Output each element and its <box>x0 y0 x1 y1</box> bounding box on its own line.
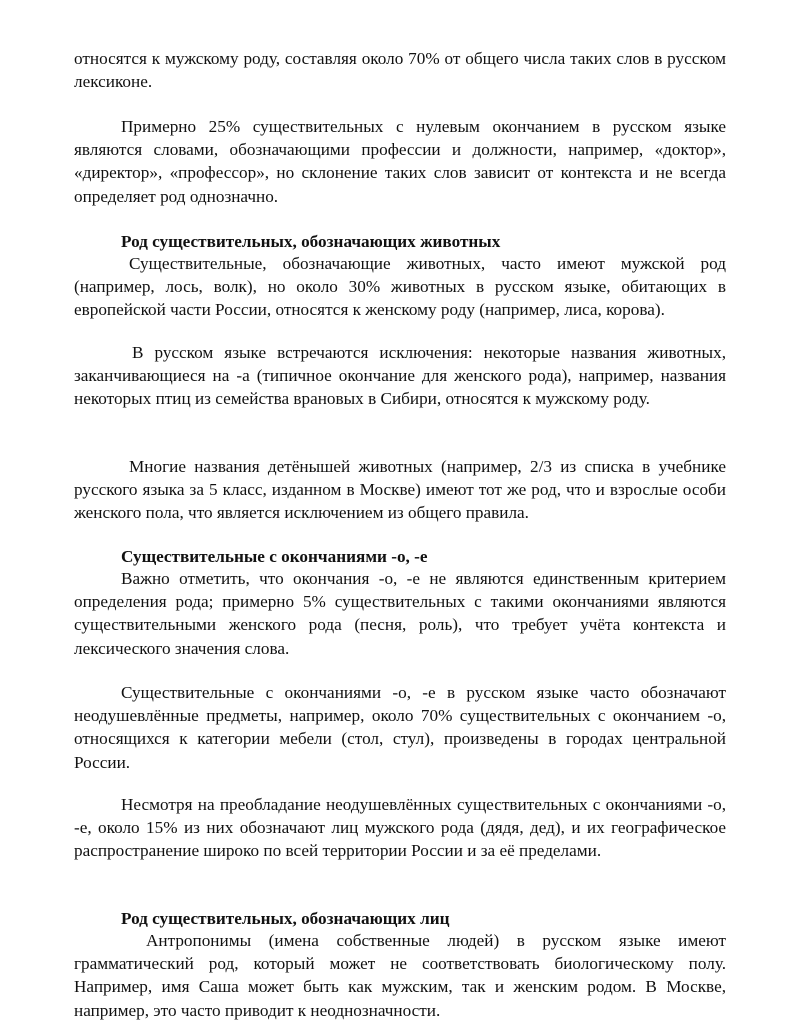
paragraph-text: Существительные, обозначающие животных, часто имеют мужской род (например, лось, волк), но около 30% животных в русском языке, обитающих в европейской части России, относятся к женскому роду (например, лиса, корова). <box>74 254 726 320</box>
paragraph-text: В русском языке встречаются исключения: некоторые названия животных, заканчивающиеся на -а (типичное окончание для женского рода), например, названия некоторых птиц из семейства врановых в Сибири, относятся к мужскому роду. <box>74 343 726 409</box>
paragraph-text: Примерно 25% существительных с нулевым окончанием в русском языке являются словами, обозначающими профессии и должности, например, «доктор», «директор», «профессор», но склонение таких слов зависит от контекста и не всегда определяет род однозначно. <box>74 117 726 206</box>
paragraph-text: Многие названия детёнышей животных (например, 2/3 из списка в учебнике русского языка за 5 класс, изданном в Москве) имеют тот же род, что и взрослые особи женского пола, что является исключением из общего правила. <box>74 457 726 523</box>
paragraph-text: относятся к мужскому роду, составляя около 70% от общего числа таких слов в русском лексиконе. <box>74 49 726 92</box>
paragraph-9 <box>74 929 726 1022</box>
paragraph-text: Важно отметить, что окончания -о, -е не являются единственным критерием определения рода; примерно 5% существительных с такими окончаниями являются существительными женского рода (песня, роль), что требует учёта контекста и лексического значения слова. <box>74 569 726 658</box>
paragraph-text: Существительные с окончаниями -о, -е в русском языке часто обозначают неодушевлённые предметы, например, около 70% существительных с окончанием -о, относящихся к категории мебели (стол, стул), произведены в городах центральной России. <box>74 683 726 772</box>
paragraph-3 <box>74 252 726 322</box>
section-heading-endings: Существительные с окончаниями -о, -е <box>121 547 428 566</box>
paragraph-text: Антропонимы (имена собственные людей) в русском языке имеют грамматический род, который может не соответствовать биологическому полу. Например, имя Саша может быть как мужским, так и женским родом. В Москве, например, это часто приводит к неоднозначности. <box>74 931 726 1020</box>
paragraph-text: Несмотря на преобладание неодушевлённых существительных с окончаниями -о, -е, около 15% из них обозначают лиц мужского рода (дядя, дед), и их географическое распространение широко по всей территории России и за её пределами. <box>74 795 726 861</box>
section-heading-animals: Род существительных, обозначающих животных <box>121 232 501 251</box>
paragraph-7 <box>74 681 726 774</box>
paragraph-4 <box>74 341 726 411</box>
paragraph-8 <box>74 793 726 863</box>
paragraph-5 <box>74 455 726 525</box>
paragraph-2 <box>74 115 726 208</box>
section-heading-persons: Род существительных, обозначающих лиц <box>121 909 450 928</box>
paragraph-1 <box>74 47 726 93</box>
paragraph-6 <box>74 567 726 660</box>
